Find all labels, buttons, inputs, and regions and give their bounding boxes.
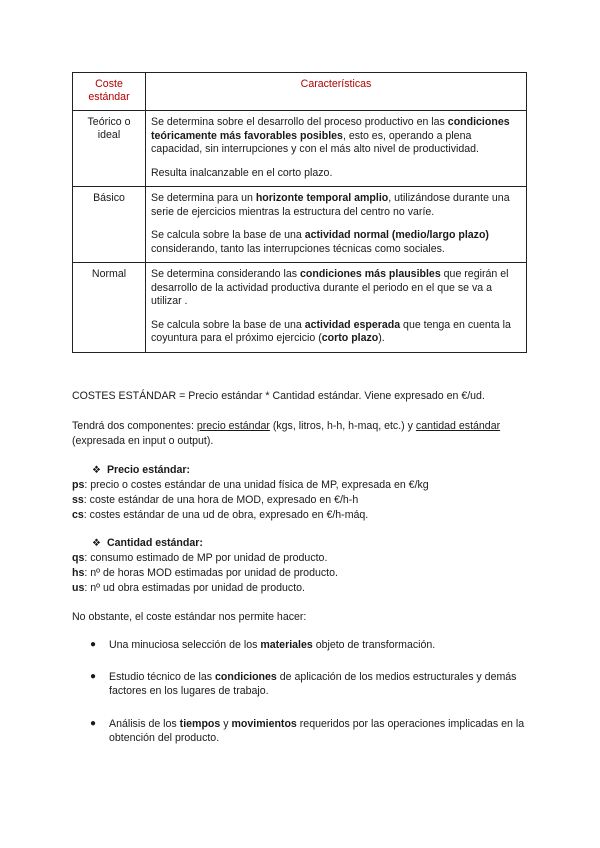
text: requeridos por las operaciones implicadas en la obtención del producto.: [109, 718, 525, 744]
text: , utilizándose durante una serie de ejercicios mientras la estructura del centro no varíe.: [151, 192, 510, 218]
bold-text: actividad normal (medio/largo plazo): [304, 229, 489, 241]
definition: : precio o costes estándar de una unidad física de MP, expresada en €/kg: [84, 479, 429, 491]
diamond-bullet-icon: ❖: [92, 465, 101, 476]
list-item-us: [72, 581, 305, 595]
row-name-normal: Normal: [73, 263, 146, 353]
text: Análisis de los: [109, 718, 180, 730]
term: us: [72, 582, 85, 594]
header-coste-estandar: Coste estándar: [73, 73, 146, 111]
row-name-teorico: Teórico o ideal: [73, 111, 146, 187]
list-item-cs: [72, 508, 368, 522]
diamond-bullet-icon: ❖: [92, 538, 101, 549]
precio-estandar-heading: [92, 463, 190, 478]
paragraph: [151, 116, 521, 157]
definition: : costes estándar de una ud de obra, expresado en €/h-máq.: [83, 509, 369, 521]
text: Resulta inalcanzable en el corto plazo.: [151, 166, 333, 179]
list-item: [72, 670, 532, 698]
text: Se determina considerando las: [151, 268, 300, 280]
table-header-row: [73, 73, 527, 111]
text: Se determina para un: [151, 192, 256, 204]
bullet-dot-icon: ●: [90, 671, 97, 682]
row-desc-teorico: [146, 111, 527, 187]
bold-text: horizonte temporal amplio: [255, 192, 389, 204]
text: Se determina sobre el desarrollo del proceso productivo en las: [151, 116, 448, 128]
bold-text: condiciones más plausibles: [300, 268, 441, 280]
bold-text: materiales: [260, 639, 313, 651]
text: , esto es, operando a plena capacidad, sin interrupciones y con el más alto nivel de productividad.: [151, 129, 480, 155]
text: Se calcula sobre la base de una: [151, 318, 305, 331]
components-paragraph: [72, 419, 532, 448]
definition: : consumo estimado de MP por unidad de producto.: [84, 552, 328, 564]
list-item-hs: [72, 566, 338, 580]
list-item-ss: [72, 493, 358, 507]
list-item: [72, 717, 532, 745]
term: hs: [72, 567, 85, 579]
heading-text: Cantidad estándar:: [106, 537, 203, 549]
text: Una minuciosa selección de los: [109, 639, 261, 651]
underlined-cantidad-estandar: cantidad estándar: [415, 420, 501, 432]
term: ss: [72, 494, 84, 506]
paragraph: [151, 192, 521, 219]
bullet-dot-icon: ●: [90, 639, 97, 650]
paragraph: [151, 268, 521, 309]
term: qs: [72, 552, 85, 564]
row-desc-basico: [146, 187, 527, 263]
text: (kgs, litros, h-h, h-maq, etc.) y: [269, 420, 416, 432]
definition: : nº ud obra estimadas por unidad de producto.: [84, 582, 305, 594]
header-caracteristicas: Características: [146, 73, 527, 111]
text: Estudio técnico de las: [109, 671, 215, 683]
formula-line: COSTES ESTÁNDAR = Precio estándar * Cantidad estándar. Viene expresado en €/ud.: [72, 390, 485, 402]
text: Tendrá dos componentes:: [72, 420, 197, 432]
underlined-precio-estandar: precio estándar: [196, 420, 270, 432]
cantidad-estandar-heading: [92, 536, 203, 551]
definition: : coste estándar de una hora de MOD, expresado en €/h-h: [83, 494, 359, 506]
text: ).: [378, 332, 385, 344]
text: Se calcula sobre la base de una: [151, 229, 305, 241]
row-desc-normal: [146, 263, 527, 353]
text: objeto de transformación.: [312, 639, 436, 651]
bold-text: condiciones: [215, 671, 277, 683]
bold-text: condiciones teóricamente más favorables posibles: [151, 116, 510, 142]
bullet-list: [72, 638, 532, 745]
text: de aplicación de los medios estructurales y demás factores en los lugares de trabajo.: [109, 671, 517, 697]
bold-text: tiempos: [179, 718, 221, 730]
intro-list-text: No obstante, el coste estándar nos permite hacer:: [72, 611, 307, 623]
definition: : nº de horas MOD estimadas por unidad de producto.: [84, 567, 338, 579]
term: cs: [72, 509, 84, 521]
standard-cost-table: [72, 72, 527, 353]
text: considerando, tanto las interrupciones técnicas como sociales.: [151, 242, 445, 255]
paragraph: [151, 167, 521, 181]
bullet-dot-icon: ●: [90, 718, 97, 729]
table-row: [73, 187, 527, 263]
table-row: [73, 111, 527, 187]
list-item-qs: [72, 551, 327, 565]
text: (expresada en input o output).: [72, 434, 214, 447]
term: ps: [72, 479, 85, 491]
list-item: [72, 638, 532, 652]
bold-text: movimientos: [231, 718, 297, 730]
heading-text: Precio estándar:: [106, 464, 190, 476]
text: que regirán el desarrollo de la actividad productiva durante el periodo en el que se va a utilizar .: [151, 268, 509, 307]
bold-text: corto plazo: [321, 332, 379, 344]
paragraph: [151, 229, 521, 256]
row-name-basico: Básico: [73, 187, 146, 263]
paragraph: [151, 319, 521, 346]
list-item-ps: [72, 478, 429, 492]
table-row: [73, 263, 527, 353]
bold-text: actividad esperada: [304, 318, 401, 331]
text: y: [220, 718, 232, 730]
text: que tenga en cuenta la coyuntura para el próximo ejercicio (: [151, 318, 511, 344]
